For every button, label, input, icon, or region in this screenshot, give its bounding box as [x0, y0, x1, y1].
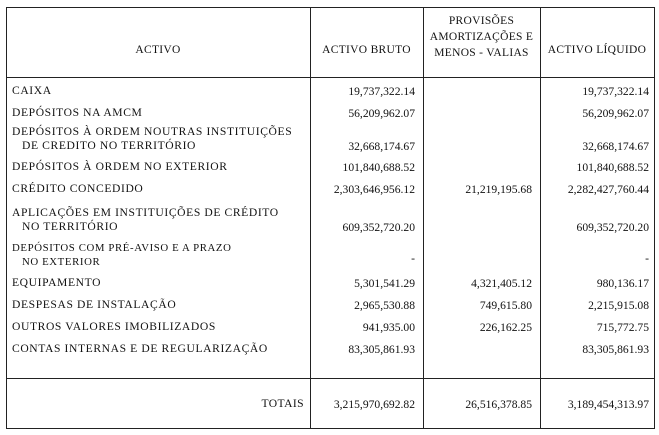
row-activo-bruto: 101,840,688.52 — [342, 161, 415, 174]
row-label-text: CAIXA — [12, 84, 52, 97]
totals-provisoes: 26,516,378.85 — [465, 398, 532, 411]
row-label-text: DEPÓSITOS À ORDEM NOUTRAS INSTITUIÇÕES — [12, 125, 293, 138]
row-activo-liquido: 32,668,174.67 — [582, 140, 649, 153]
column-divider-3 — [540, 7, 541, 429]
row-activo-liquido: 2,282,427,760.44 — [567, 183, 649, 196]
row-label-continuation: NO EXTERIOR — [22, 256, 101, 268]
column-divider-1 — [310, 7, 311, 429]
totals-divider — [6, 378, 655, 379]
row-label — [12, 298, 176, 312]
row-activo-bruto: 19,737,322.14 — [348, 85, 415, 98]
header-divider — [6, 77, 655, 78]
row-label — [12, 320, 216, 334]
row-provisoes: 749,615.80 — [479, 299, 532, 312]
row-label — [12, 241, 231, 269]
row-activo-liquido: 83,305,861.93 — [582, 343, 649, 356]
row-label — [12, 182, 143, 196]
row-activo-liquido: 980,136.17 — [596, 277, 649, 290]
row-label-text: APLICAÇÕES EM INSTITUIÇÕES DE CRÉDITO — [12, 206, 279, 219]
row-label — [12, 342, 268, 356]
row-activo-bruto: - — [411, 252, 415, 265]
column-divider-2 — [423, 7, 424, 429]
row-label-text: EQUIPAMENTO — [12, 276, 102, 289]
row-label-text: OUTROS VALORES IMOBILIZADOS — [12, 320, 216, 333]
row-label-text: CONTAS INTERNAS E DE REGULARIZAÇÃO — [12, 342, 268, 355]
row-activo-bruto: 609,352,720.20 — [342, 221, 415, 234]
table-border-bottom — [6, 428, 655, 429]
row-activo-bruto: 2,303,646,956.12 — [333, 183, 415, 196]
totals-label: TOTAIS — [261, 397, 304, 410]
row-label-text: CRÉDITO CONCEDIDO — [12, 182, 144, 195]
row-activo-liquido: 101,840,688.52 — [576, 161, 649, 174]
row-label-text: DEPÓSITOS NA AMCM — [12, 106, 143, 119]
row-provisoes: 226,162.25 — [479, 321, 532, 334]
totals-activo-bruto: 3,215,970,692.82 — [333, 398, 415, 411]
row-activo-bruto: 56,209,962.07 — [348, 107, 415, 120]
row-activo-bruto: 5,301,541.29 — [354, 277, 415, 290]
row-activo-liquido: 715,772.75 — [596, 321, 649, 334]
row-activo-bruto: 941,935.00 — [362, 321, 415, 334]
row-label-continuation: NO TERRITÓRIO — [22, 220, 119, 233]
table-border-top — [6, 7, 655, 8]
header-activo-liquido: ACTIVO LÍQUIDO — [547, 44, 647, 56]
row-activo-bruto: 83,305,861.93 — [348, 343, 415, 356]
row-provisoes: 4,321,405.12 — [471, 277, 532, 290]
row-label-text: DEPÓSITOS À ORDEM NO EXTERIOR — [12, 160, 228, 173]
row-label — [12, 125, 292, 153]
row-activo-liquido: - — [645, 252, 649, 265]
row-activo-bruto: 2,965,530.88 — [354, 299, 415, 312]
header-provisoes — [423, 15, 540, 60]
header-provisoes-line3: MENOS - VALIAS — [434, 47, 529, 59]
row-activo-liquido: 56,209,962.07 — [582, 107, 649, 120]
row-label-continuation: DE CREDITO NO TERRITÓRIO — [22, 139, 197, 152]
row-label — [12, 106, 142, 120]
row-label — [12, 84, 52, 98]
header-activo: ACTIVO — [135, 44, 181, 56]
row-label — [12, 206, 279, 234]
header-provisoes-line2: AMORTIZAÇÕES E — [429, 31, 534, 43]
row-label-text: DESPESAS DE INSTALAÇÃO — [12, 298, 177, 311]
row-activo-liquido: 2,215,915.08 — [588, 299, 649, 312]
row-label — [12, 160, 228, 174]
row-activo-bruto: 32,668,174.67 — [348, 140, 415, 153]
row-provisoes: 21,219,195.68 — [465, 183, 532, 196]
totals-activo-liquido: 3,189,454,313.97 — [567, 398, 649, 411]
header-activo-bruto: ACTIVO BRUTO — [322, 44, 411, 56]
header-provisoes-line1: PROVISÕES — [448, 15, 515, 27]
row-activo-liquido: 19,737,322.14 — [582, 85, 649, 98]
table-border-left — [6, 7, 7, 429]
row-activo-liquido: 609,352,720.20 — [576, 221, 649, 234]
row-label — [12, 276, 101, 290]
table-border-right — [654, 7, 655, 429]
row-label-text: DEPÓSITOS COM PRÉ-AVISO E A PRAZO — [12, 242, 232, 254]
